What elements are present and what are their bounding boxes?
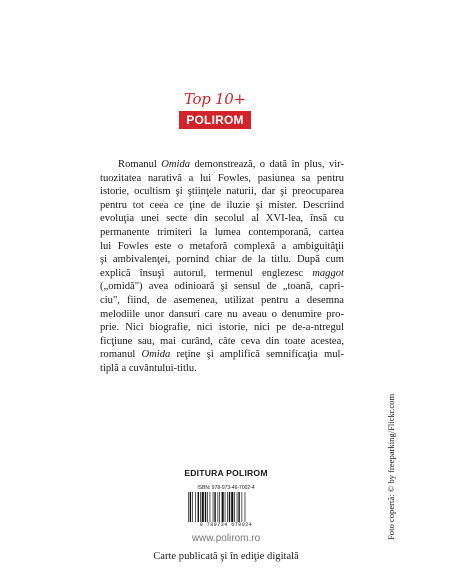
blurb-line: Romanul Omida demonstrează, o dată în plus, vir- [118, 159, 344, 170]
barcode-bars [186, 492, 266, 522]
blurb-line: melodiile unor dansuri care nu aveau o denumire pro- [100, 308, 344, 320]
blurb-line: prie. Nici biografie, nici istorie, nici pe de-a-ntregul [100, 322, 344, 334]
series-label: Top 10+ [184, 90, 246, 108]
blurb-line: tiplă a cuvântului-titlu. [100, 362, 197, 374]
blurb-line: evoluţia unei secte din secolul al XVI-lea, însă cu [100, 213, 344, 225]
blurb-line: pentru tot ceea ce ţine de iluzie şi mister. Descriind [100, 199, 344, 211]
blurb-line: permanente trimiteri la lumea contemporană, cartea [100, 226, 344, 238]
publisher-name: EDITURA POLIROM [184, 468, 268, 478]
blurb-line: ficţiune sau, mai curând, câte ceva din toate acestea, [100, 335, 344, 347]
blurb-line: istorie, ocultism şi ştiinţele naturii, dar şi preocuparea [100, 186, 344, 198]
barcode [186, 485, 266, 531]
blurb-line: („omidă") avea odinioară şi sensul de „toană, capri- [100, 281, 344, 293]
website-link[interactable]: www.polirom.ro [191, 533, 261, 544]
blurb-line: lui Fowles este o metaforă complexă a ambiguităţii [100, 240, 344, 252]
blurb-line: explică însuşi autorul, termenul englezesc maggot [100, 267, 344, 279]
barcode-digits: 9 789734 670024 [199, 522, 253, 528]
blurb-line: romanul Omida reţine şi amplifică semnificaţia mul- [100, 349, 344, 361]
blurb-line: şi ambivalenţei, pornind chiar de la titlu. După cum [100, 254, 344, 266]
blurb-line: ciu", fiind, de asemenea, utilizat pentru a desemna [100, 294, 344, 306]
polirom-logo-text: POLIROM [186, 113, 244, 127]
photo-credit: Foto copertă: © by freeparking/Flickr.com [386, 393, 396, 540]
isbn-text: ISBN: 978-973-46-7002-4 [197, 485, 255, 491]
polirom-logo [179, 111, 251, 129]
digital-edition-note: Carte publicată şi în ediţie digitală [153, 551, 299, 562]
blurb-line: tuozitatea narativă a lui Fowles, pasiunea sa pentru [100, 172, 344, 184]
blurb-text [100, 158, 344, 376]
